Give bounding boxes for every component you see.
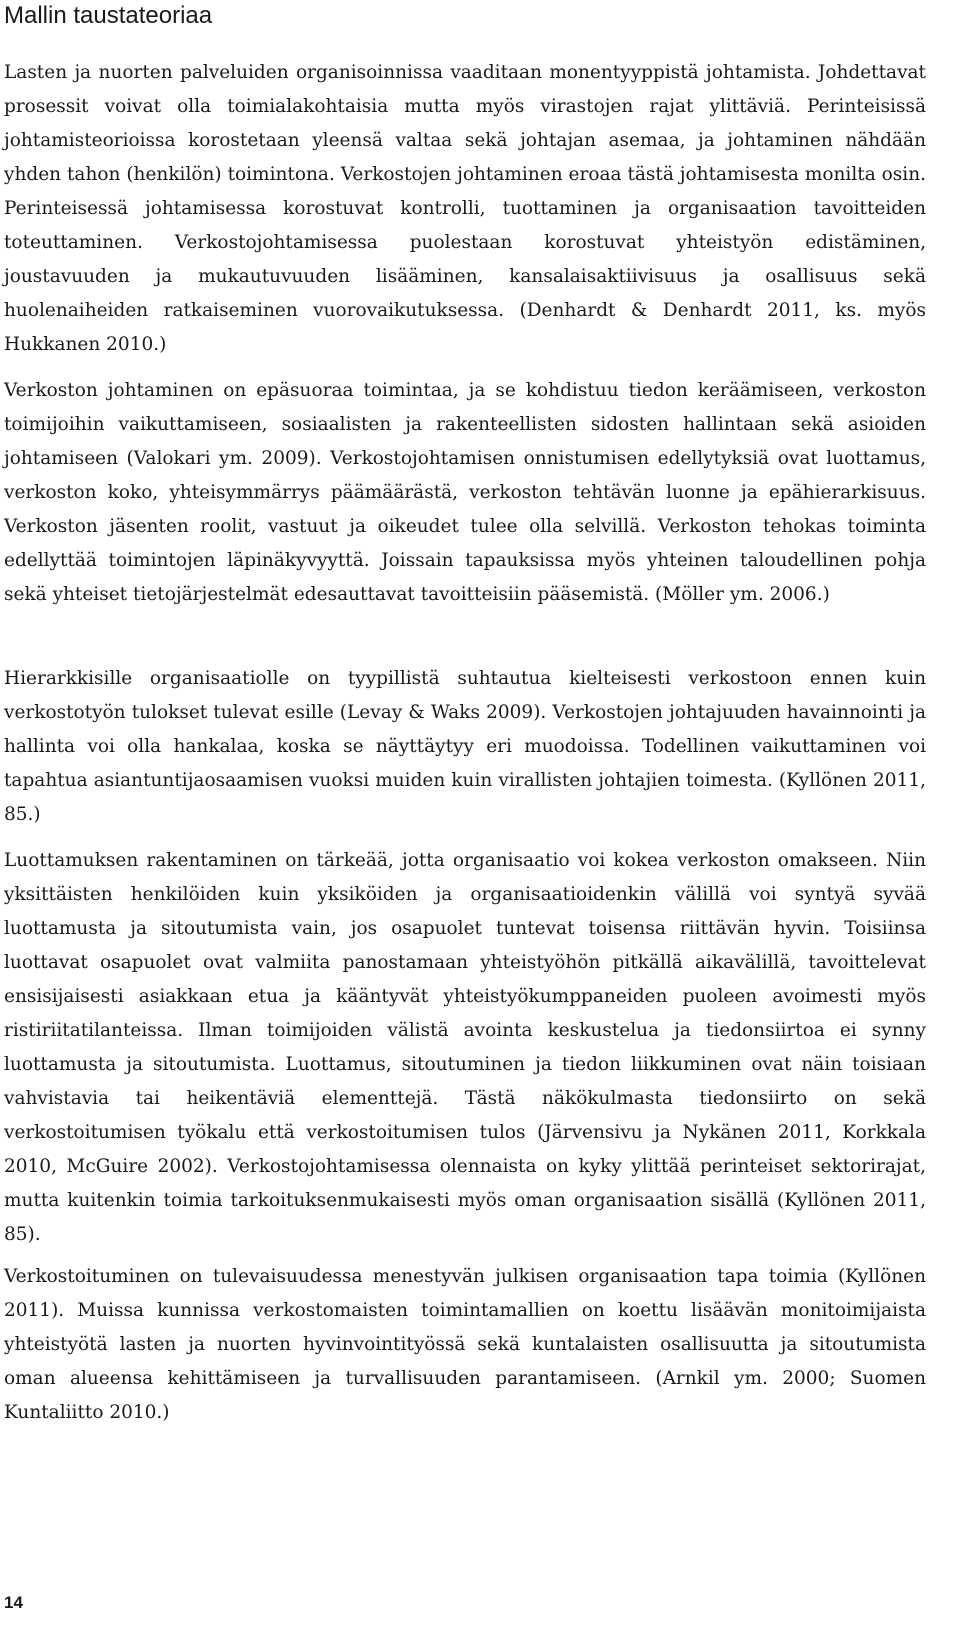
paragraph-leadership-types: Lasten ja nuorten palveluiden organisoinnissa vaaditaan monentyyppistä johtamista. Johdettavat prosessit voivat olla toimialakohtaisia mutta myös virastojen rajat ylittäviä. Perinteisissä johtamisteorioissa korostetaan yleensä valtaa sekä johtajan asemaa, ja johtaminen nähdään yhden tahon (henkilön) toimintona. Verkostojen johtaminen eroaa tästä johtamisesta monilta osin. Perinteisessä johtamisessa korostuvat kontrolli, tuottaminen ja organisaation tavoitteiden toteuttaminen. Verkostojohtamisessa puolestaan korostuvat yhteistyön edistäminen, joustavuuden ja mukautuvuuden lisääminen, kansalaisaktiivisuus ja osallisuus sekä huolenaiheiden ratkaiseminen vuorovaikutuksessa. (Denhardt & Denhardt 2011, ks. myös Hukkanen 2010.) xyxy=(4,62,926,355)
paragraph-trust-building: Luottamuksen rakentaminen on tärkeää, jotta organisaatio voi kokea verkoston omakseen. Niin yksittäisten henkilöiden kuin yksiköiden ja organisaatioidenkin välillä voi syntyä syvää luottamusta ja sitoutumista vain, jos osapuolet tuntevat toisensa riittävän hyvin. Toisiinsa luottavat osapuolet ovat valmiita panostamaan yhteistyöhön pitkällä aikavälillä, tavoittelevat ensisijaisesti asiakkaan etua ja kääntyvät yhteistyökumppaneiden puoleen avoimesti myös ristiriitatilanteissa. Ilman toimijoiden välistä avointa keskustelua ja tiedonsiirtoa ei synny luottamusta ja sitoutumista. Luottamus, sitoutuminen ja tiedon liikkuminen ovat näin toisiaan vahvistavia tai heikentäviä elementtejä. Tästä näkökulmasta tiedonsiirto on sekä verkostoitumisen työkalu että verkostoitumisen tulos (Järvensivu ja Nykänen 2011, Korkkala 2010, McGuire 2002). Verkostojohtamisessa olennaista on kyky ylittää perinteiset sektorirajat, mutta kuitenkin toimia tarkoituksenmukaisesti myös oman organisaation sisällä (Kyllönen 2011, 85). xyxy=(4,850,926,1245)
paragraph-networking-future: Verkostoituminen on tulevaisuudessa menestyvän julkisen organisaation tapa toimia (Kyllönen 2011). Muissa kunnissa verkostomaisten toimintamallien on koettu lisäävän monitoimijaista yhteistyötä lasten ja nuorten hyvinvointityössä sekä kuntalaisten osallisuutta ja sitoutumista oman alueensa kehittämiseen ja turvallisuuden parantamiseen. (Arnkil ym. 2000; Suomen Kuntaliitto 2010.) xyxy=(4,1266,926,1423)
paragraph-network-management: Verkoston johtaminen on epäsuoraa toimintaa, ja se kohdistuu tiedon keräämiseen, verkoston toimijoihin vaikuttamiseen, sosiaalisten ja rakenteellisten sidosten hallintaan sekä asioiden johtamiseen (Valokari ym. 2009). Verkostojohtamisen onnistumisen edellytyksiä ovat luottamus, verkoston koko, yhteisymmärrys päämäärästä, verkoston tehtävän luonne ja epähierarkisuus. Verkoston jäsenten roolit, vastuut ja oikeudet tulee olla selvillä. Verkoston tehokas toiminta edellyttää toimintojen läpinäkyvyyttä. Joissain tapauksissa myös yhteinen taloudellinen pohja sekä yhteiset tietojärjestelmät edesauttavat tavoitteisiin pääsemistä. (Möller ym. 2006.) xyxy=(4,380,926,605)
page-number: 14 xyxy=(4,1593,23,1612)
section-heading: Mallin taustateoriaa xyxy=(4,2,213,29)
paragraph-hierarchical-organisations: Hierarkkisille organisaatiolle on tyypillistä suhtautua kielteisesti verkostoon ennen kuin verkostotyön tulokset tulevat esille (Levay & Waks 2009). Verkostojen johtajuuden havainnointi ja hallinta voi olla hankalaa, koska se näyttäytyy eri muodoissa. Todellinen vaikuttaminen voi tapahtua asiantuntijaosaamisen vuoksi muiden kuin virallisten johtajien toimesta. (Kyllönen 2011, 85.) xyxy=(4,668,926,825)
